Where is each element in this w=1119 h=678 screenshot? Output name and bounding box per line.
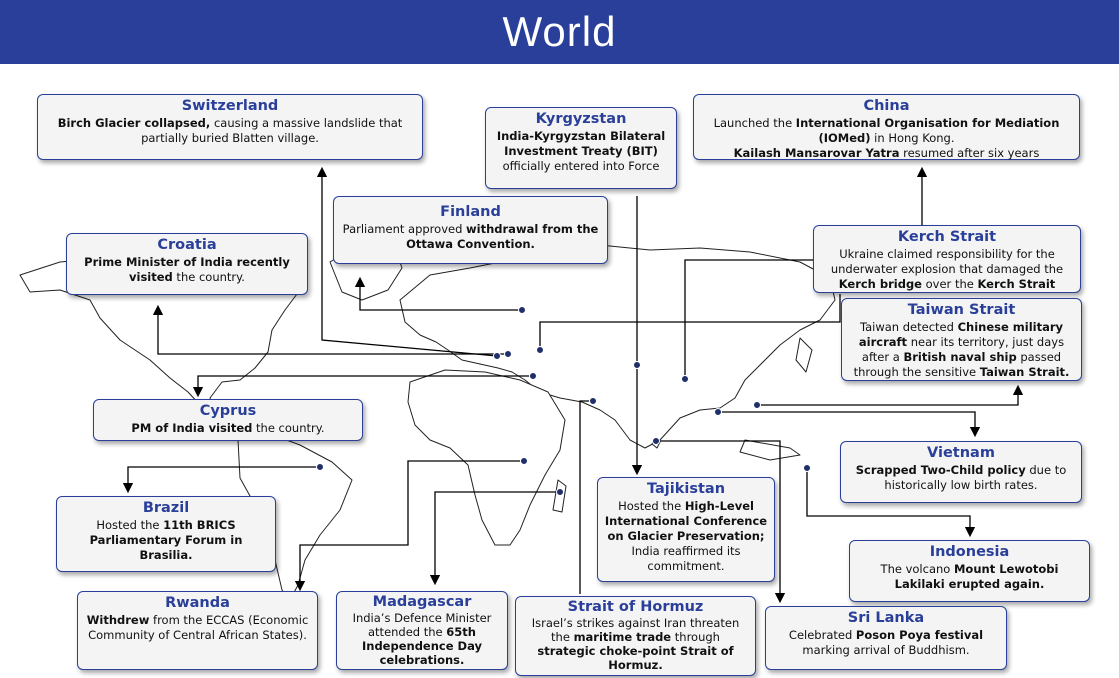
marker-finland: [519, 307, 526, 314]
title-banner: [0, 0, 1119, 64]
tajikistan-text1: Hosted the: [618, 499, 685, 513]
kyrgyzstan-title: Kyrgyzstan: [535, 111, 627, 127]
finland-box: [333, 196, 608, 264]
srilanka-text1: Celebrated: [788, 628, 856, 642]
cyprus-box: [93, 399, 363, 441]
china-text1: Launched the: [713, 116, 796, 130]
srilanka-bold: Poson Poya festival: [855, 628, 984, 642]
marker-vietnam: [715, 409, 722, 416]
marker-rwanda: [521, 458, 528, 465]
srilanka-box: [765, 606, 1007, 670]
vietnam-title: Vietnam: [927, 445, 995, 461]
taiwan-bold1: Chinese military aircraft: [858, 320, 1064, 349]
marker-madagascar: [557, 489, 564, 496]
cyprus-bold: PM of India visited: [131, 421, 253, 435]
vietnam-box: [840, 441, 1082, 503]
marker-srilanka: [653, 438, 660, 445]
kerch-bold1: Kerch bridge: [838, 277, 922, 291]
marker-hormuz: [590, 398, 597, 405]
rwanda-title: Rwanda: [165, 595, 230, 611]
taiwan-box: [841, 298, 1082, 381]
taiwan-text1: Taiwan detected: [859, 320, 958, 334]
switzerland-box: [37, 94, 423, 160]
cyprus-title: Cyprus: [199, 403, 257, 419]
marker-china: [682, 376, 689, 383]
croatia-text: the country.: [172, 270, 245, 284]
china-bold1: International Organisation for Mediation (IOMed): [795, 116, 1060, 145]
srilanka-title: Sri Lanka: [847, 610, 925, 626]
vietnam-text: due to historically low birth rates.: [884, 463, 1067, 492]
kyrgyzstan-text: officially entered into Force: [502, 159, 660, 173]
hormuz-bold1: maritime trade: [573, 630, 672, 644]
vietnam-bold: Scrapped Two-Child policy: [855, 463, 1026, 477]
marker-switzerland: [494, 353, 501, 360]
japan-shape: [796, 338, 812, 372]
hormuz-text1: Israel’s strikes against Iran threaten the: [531, 616, 740, 644]
marker-taiwan: [754, 402, 761, 409]
finland-text: Parliament approved: [342, 222, 467, 236]
marker-croatia: [505, 351, 512, 358]
kerch-title: Kerch Strait: [897, 229, 997, 245]
taiwan-text3: passed through the sensitive: [853, 350, 1062, 379]
page-title: World: [502, 8, 617, 55]
madagascar-shape: [553, 480, 566, 512]
rwanda-box: [77, 591, 318, 670]
hormuz-title: Strait of Hormuz: [567, 599, 704, 615]
brazil-title: Brazil: [142, 500, 190, 516]
china-bold2: Kailash Mansarovar Yatra: [733, 146, 900, 160]
marker-cyprus: [530, 373, 537, 380]
kerch-text2: over the: [921, 277, 978, 291]
tajikistan-bold: High-Level International Conference on Glacier Preservation;: [604, 499, 768, 543]
marker-kyrgyzstan-tajikistan: [634, 362, 641, 369]
hormuz-text2: through: [671, 630, 720, 644]
croatia-bold: Prime Minister of India recently visited: [84, 255, 290, 284]
china-text2: in Hong Kong.: [870, 131, 955, 145]
switzerland-text: causing a massive landslide that partially buried Blatten village.: [141, 116, 403, 145]
taiwan-bold2: British naval ship: [903, 350, 1017, 364]
brazil-bold: 11th BRICS Parliamentary Forum in Brasilia.: [89, 518, 243, 562]
brazil-text: Hosted the: [96, 518, 164, 532]
brazil-box: [56, 496, 276, 572]
china-title: China: [863, 98, 910, 114]
finland-title: Finland: [440, 204, 501, 220]
indonesia-shape: [740, 440, 800, 460]
kerch-bold2: Kerch Strait: [977, 277, 1056, 291]
china-box: [693, 94, 1080, 160]
indonesia-box: [849, 540, 1090, 602]
taiwan-text2: near its territory, just days after a: [861, 335, 1065, 364]
madagascar-title: Madagascar: [372, 594, 472, 610]
rwanda-bold: Withdrew: [86, 613, 150, 627]
tajikistan-box: [597, 477, 775, 582]
marker-brazil: [317, 464, 324, 471]
marker-indonesia: [804, 465, 811, 472]
indonesia-text: The volcano: [880, 562, 954, 576]
madagascar-text: India’s Defence Minister attended the: [352, 611, 492, 639]
indonesia-bold: Mount Lewotobi Lakilaki erupted again.: [894, 562, 1059, 591]
kyrgyzstan-box: [485, 107, 677, 189]
hormuz-bold2: strategic choke-point Strait of Hormuz.: [537, 644, 734, 672]
marker-kerch: [537, 347, 544, 354]
kerch-text1: Ukraine claimed responsibility for the underwater explosion that damaged the: [830, 247, 1064, 276]
madagascar-box: [336, 591, 508, 670]
china-text3: resumed after six years: [899, 146, 1040, 160]
africa-shape: [408, 370, 565, 545]
tajikistan-title: Tajikistan: [646, 481, 726, 497]
taiwan-bold3: Taiwan Strait.: [979, 365, 1070, 379]
taiwan-title: Taiwan Strait: [907, 302, 1016, 318]
finland-bold: withdrawal from the Ottawa Convention.: [406, 222, 599, 251]
kerch-box: [813, 225, 1081, 293]
switzerland-bold: Birch Glacier collapsed,: [57, 116, 211, 130]
croatia-box: [66, 233, 308, 295]
indonesia-title: Indonesia: [929, 544, 1010, 560]
croatia-title: Croatia: [157, 237, 217, 253]
tajikistan-text2: India reaffirmed its commitment.: [631, 544, 741, 573]
madagascar-bold: 65th Independence Day celebrations.: [361, 625, 482, 667]
cyprus-text: the country.: [252, 421, 325, 435]
rwanda-text: from the ECCAS (Economic Community of Central African States).: [88, 613, 309, 642]
hormuz-box: [515, 596, 756, 676]
kyrgyzstan-bold: India-Kyrgyzstan Bilateral Investment Treaty (BIT): [496, 129, 666, 158]
switzerland-title: Switzerland: [181, 98, 279, 114]
srilanka-text2: marking arrival of Buddhism.: [802, 643, 970, 657]
